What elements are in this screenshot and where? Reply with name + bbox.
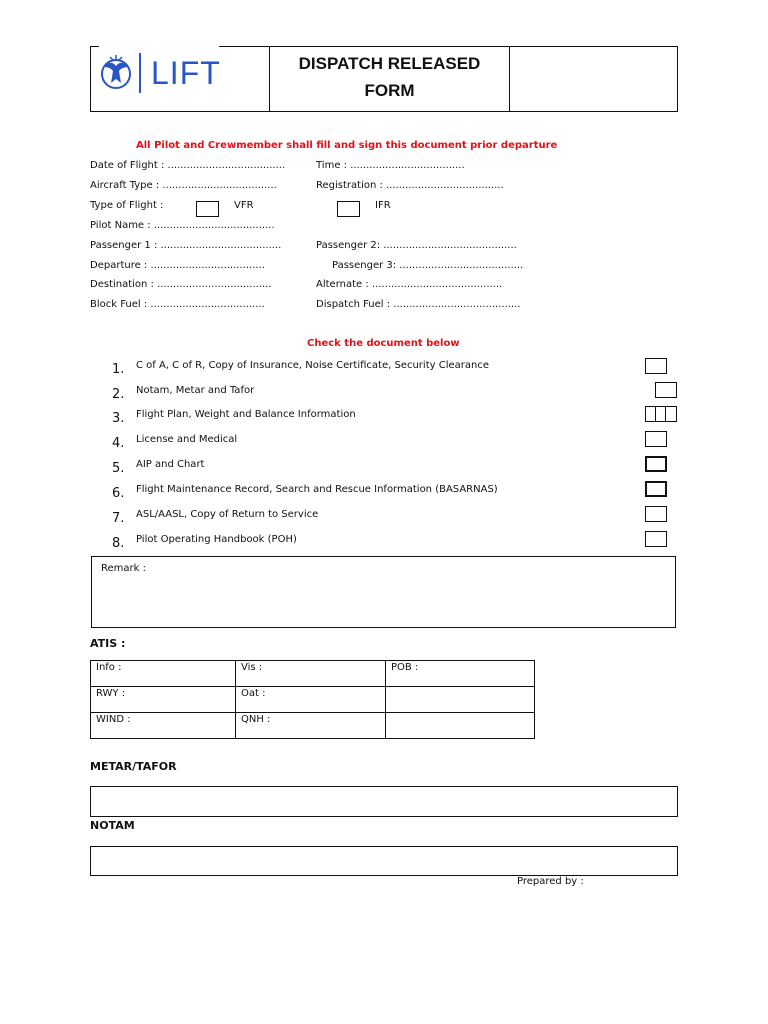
checklist-title: Check the document below [307,338,460,349]
registration-field[interactable]: Registration : ..................................... [316,180,504,191]
checklist-item-label: ASL/AASL, Copy of Return to Service [136,509,319,520]
vfr-checkbox[interactable] [196,201,219,217]
atis-wind-cell[interactable]: WIND : [91,713,236,739]
checklist-item-label: Flight Plan, Weight and Balance Information [136,409,356,420]
notam-title: NOTAM [90,819,135,832]
checklist-checkbox-8[interactable] [645,531,667,547]
checklist-item: 3. [112,411,125,426]
vfr-label: VFR [234,200,254,211]
aircraft-type-field[interactable]: Aircraft Type : .................................... [90,180,277,191]
pilot-name-field[interactable]: Pilot Name : ...................................... [90,220,275,231]
notice-text: All Pilot and Crewmember shall fill and sign this document prior departure [136,140,558,151]
checklist-item-label: License and Medical [136,434,238,445]
passenger2-field[interactable]: Passenger 2: .......................................... [316,240,517,251]
checklist-checkbox-4[interactable] [645,431,667,447]
checklist-item: 7. [112,511,125,526]
remark-box[interactable] [91,556,676,628]
checklist-item-label: Pilot Operating Handbook (POH) [136,534,297,545]
checklist-item-label: AIP and Chart [136,459,205,470]
dispatch-fuel-field[interactable]: Dispatch Fuel : ........................................ [316,299,521,310]
checklist-item-label: Flight Maintenance Record, Search and Rescue Information (BASARNAS) [136,484,498,495]
checklist-item: 8. [112,536,125,551]
destination-field[interactable]: Destination : .................................... [90,279,272,290]
atis-info-cell[interactable]: Info : [91,661,236,687]
checklist-item-label: Notam, Metar and Tafor [136,385,255,396]
checklist-checkbox-7[interactable] [645,506,667,522]
ifr-checkbox[interactable] [337,201,360,217]
checklist-item: 4. [112,436,125,451]
checklist-checkbox-1[interactable] [645,358,667,374]
atis-oat-cell[interactable]: Oat : [236,687,386,713]
notam-box[interactable] [90,846,678,876]
atis-empty-cell[interactable] [386,687,535,713]
remark-label: Remark : [101,563,146,574]
logo-text: LIFT [151,54,221,91]
atis-qnh-cell[interactable]: QNH : [236,713,386,739]
checklist-checkbox-6[interactable] [645,481,667,497]
title-cell [269,47,509,111]
table-row [91,713,535,739]
header-blank-cell [509,47,677,111]
checklist-item: 6. [112,486,125,501]
metar-title: METAR/TAFOR [90,760,177,773]
date-of-flight-field[interactable]: Date of Flight : ..................................... [90,160,286,171]
form-header [90,46,678,112]
ifr-label: IFR [375,200,391,211]
table-row [91,661,535,687]
atis-pob-cell[interactable]: POB : [386,661,535,687]
block-fuel-field[interactable]: Block Fuel : .................................... [90,299,265,310]
lift-logo [99,53,221,93]
departure-field[interactable]: Departure : .................................... [90,260,265,271]
checklist-item-label: C of A, C of R, Copy of Insurance, Noise Certificate, Security Clearance [136,360,489,371]
checklist-checkbox-3c[interactable] [665,406,677,422]
atis-title: ATIS : [90,637,126,650]
form-title: DISPATCH RELEASED FORM [298,54,481,100]
atis-vis-cell[interactable]: Vis : [236,661,386,687]
checklist-item: 1. [112,362,125,377]
metar-box[interactable] [90,786,678,817]
logo-divider [139,53,141,93]
time-field[interactable]: Time : .................................... [316,160,465,171]
atis-table [90,660,535,739]
logo-cell [91,47,269,111]
alternate-field[interactable]: Alternate : ......................................... [316,279,503,290]
passenger1-field[interactable]: Passenger 1 : ...................................... [90,240,282,251]
checklist-item: 2. [112,387,125,402]
checklist-checkbox-5[interactable] [645,456,667,472]
atis-rwy-cell[interactable]: RWY : [91,687,236,713]
type-of-flight-label: Type of Flight : [90,200,164,211]
table-row [91,687,535,713]
checklist-checkbox-2[interactable] [655,382,677,398]
prepared-by-label: Prepared by : [517,876,584,887]
eagle-emblem-icon [99,53,133,93]
passenger3-field[interactable]: Passenger 3: ....................................... [332,260,524,271]
atis-empty-cell[interactable] [386,713,535,739]
checklist-item: 5. [112,461,125,476]
